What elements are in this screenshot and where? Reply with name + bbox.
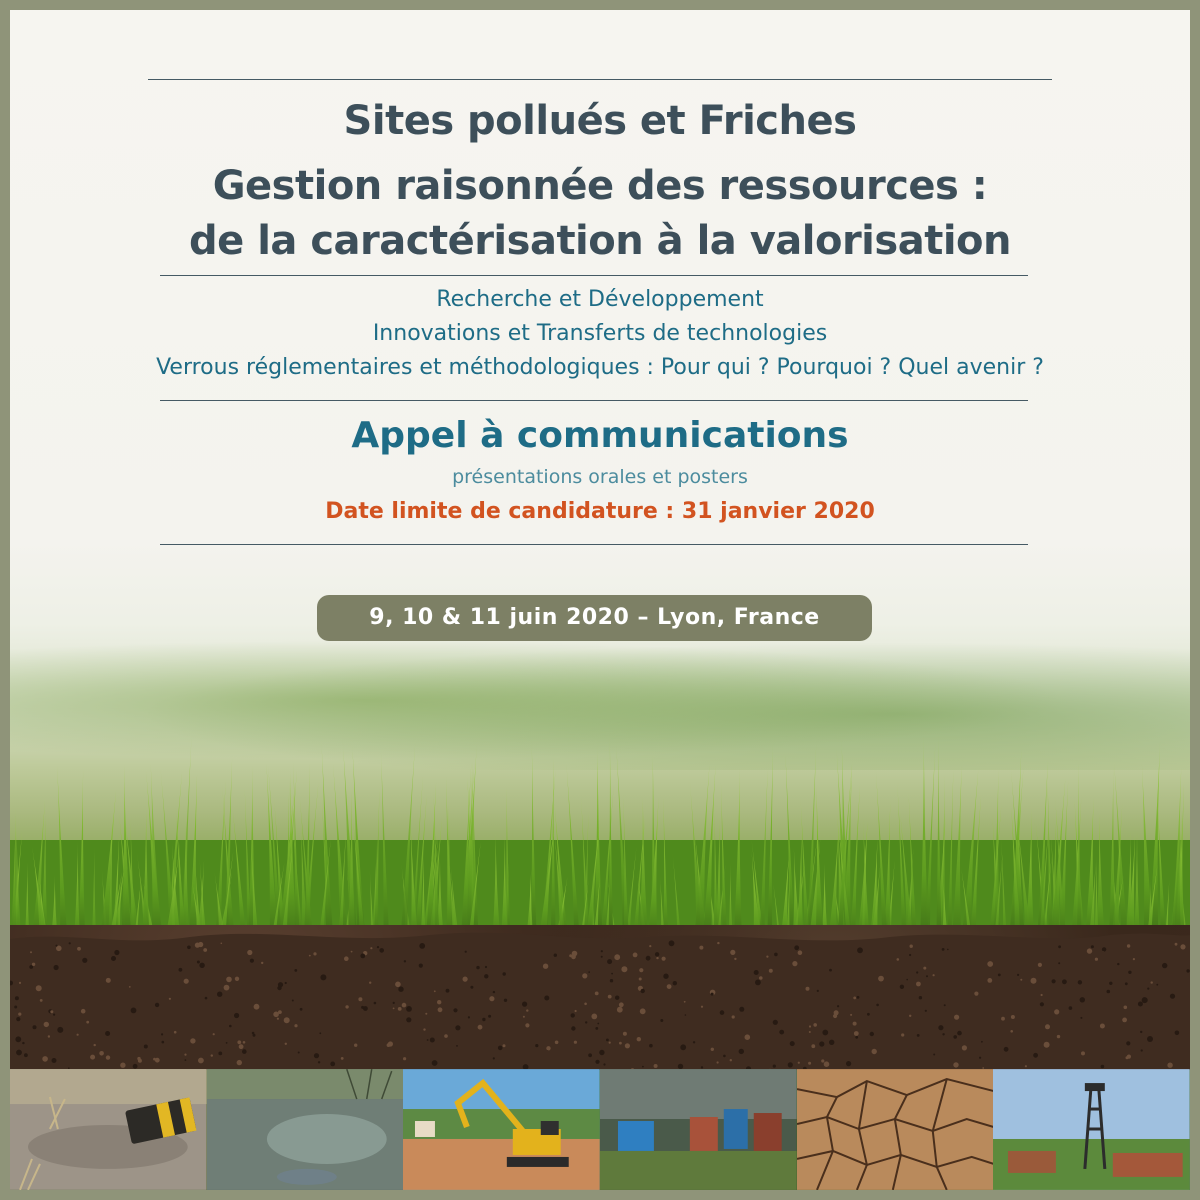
polluted-pond-photo [207, 1069, 404, 1190]
theme-line-1: Recherche et Développement [436, 287, 764, 312]
event-dates-location: 9, 10 & 11 juin 2020 – Lyon, France [317, 595, 872, 641]
waste-drums-photo [600, 1069, 797, 1190]
soil-layer [10, 925, 1190, 1070]
call-deadline: Date limite de candidature : 31 janvier 2020 [325, 499, 875, 524]
abandoned-barrel-photo [10, 1069, 207, 1190]
theme-line-2: Innovations et Transferts de technologies [372, 321, 828, 346]
title-line-2: Gestion raisonnée des ressources : [212, 163, 988, 209]
call-heading: Appel à communications [351, 415, 849, 456]
title-line-3: de la caractérisation à la valorisation [189, 218, 1011, 264]
call-formats: présentations orales et posters [452, 466, 748, 488]
photo-strip [10, 1069, 1190, 1190]
mine-headframe-photo [993, 1069, 1190, 1190]
title-line-1: Sites pollués et Friches [343, 98, 857, 144]
call-divider [160, 544, 1028, 545]
title-divider [160, 275, 1028, 276]
cracked-earth-photo [797, 1069, 994, 1190]
top-divider [148, 79, 1052, 80]
poster-content [10, 10, 1190, 1190]
theme-line-3: Verrous réglementaires et méthodologiques : Pour qui ? Pourquoi ? Quel avenir ? [156, 355, 1044, 380]
excavator-photo [403, 1069, 600, 1190]
themes-divider [160, 400, 1028, 401]
